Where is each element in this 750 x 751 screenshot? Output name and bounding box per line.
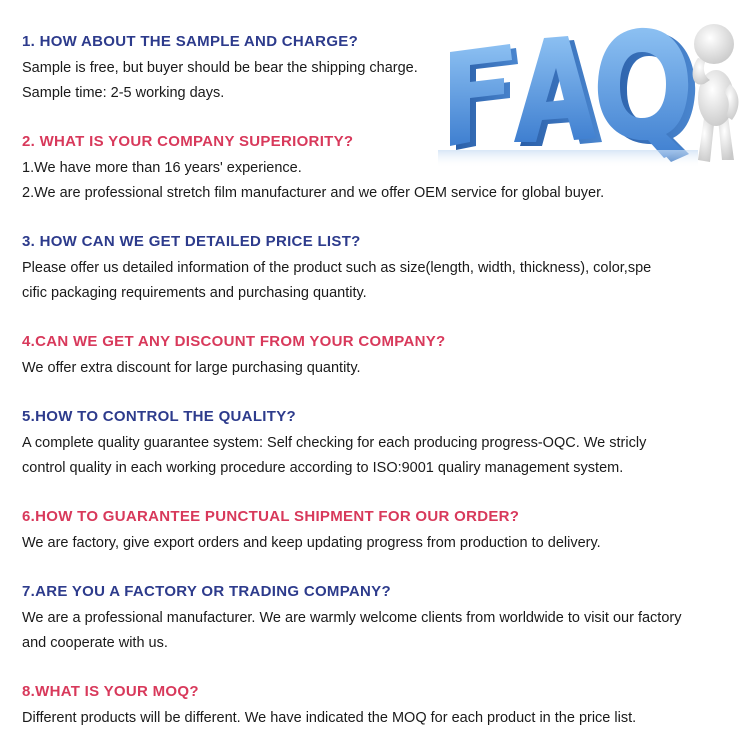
faq-question: 2. WHAT IS YOUR COMPANY SUPERIORITY? <box>22 133 354 150</box>
faq-question: 4.CAN WE GET ANY DISCOUNT FROM YOUR COMPANY? <box>22 333 446 350</box>
faq-answer-line: 2.We are professional stretch film manufacturer and we offer OEM service for global buyer. <box>22 185 605 201</box>
faq-answer-line: cific packaging requirements and purchasing quantity. <box>22 285 367 301</box>
faq-answer <box>22 531 722 556</box>
faq-item-5 <box>22 407 722 481</box>
faq-answer-line: We are a professional manufacturer. We are warmly welcome clients from worldwide to visit our factory <box>22 610 682 626</box>
faq-question: 5.HOW TO CONTROL THE QUALITY? <box>22 408 296 425</box>
faq-answer-line: We offer extra discount for large purchasing quantity. <box>22 360 361 376</box>
faq-item-8 <box>22 682 722 731</box>
faq-answer <box>22 256 722 306</box>
faq-answer-line: Sample is free, but buyer should be bear the shipping charge. <box>22 60 418 76</box>
faq-answer <box>22 706 722 731</box>
faq-item-7 <box>22 582 722 656</box>
faq-answer <box>22 606 722 656</box>
faq-answer-line: A complete quality guarantee system: Self checking for each producing progress-OQC. We stricly <box>22 435 647 451</box>
faq-question: 6.HOW TO GUARANTEE PUNCTUAL SHIPMENT FOR OUR ORDER? <box>22 508 520 525</box>
faq-answer <box>22 56 722 106</box>
faq-question: 8.WHAT IS YOUR MOQ? <box>22 683 199 700</box>
faq-answer-line: control quality in each working procedure according to ISO:9001 qualiry management system. <box>22 460 624 476</box>
faq-question: 3. HOW CAN WE GET DETAILED PRICE LIST? <box>22 233 361 250</box>
faq-answer <box>22 156 722 206</box>
faq-answer <box>22 431 722 481</box>
faq-answer-line: 1.We have more than 16 years' experience. <box>22 160 302 176</box>
faq-question: 1. HOW ABOUT THE SAMPLE AND CHARGE? <box>22 33 359 50</box>
faq-item-6 <box>22 507 722 556</box>
faq-answer-line: Please offer us detailed information of the product such as size(length, width, thickness), color,spe <box>22 260 652 276</box>
faq-item-3 <box>22 232 722 306</box>
faq-answer-line: Sample time: 2-5 working days. <box>22 85 225 101</box>
faq-answer-line: Different products will be different. We have indicated the MOQ for each product in the price list. <box>22 710 637 726</box>
faq-answer-line: We are factory, give export orders and keep updating progress from production to delivery. <box>22 535 601 551</box>
faq-answer-line: and cooperate with us. <box>22 635 168 651</box>
faq-item-1 <box>22 32 722 106</box>
faq-item-4 <box>22 332 722 381</box>
faq-item-2 <box>22 132 722 206</box>
faq-question: 7.ARE YOU A FACTORY OR TRADING COMPANY? <box>22 583 391 600</box>
faq-answer <box>22 356 722 381</box>
